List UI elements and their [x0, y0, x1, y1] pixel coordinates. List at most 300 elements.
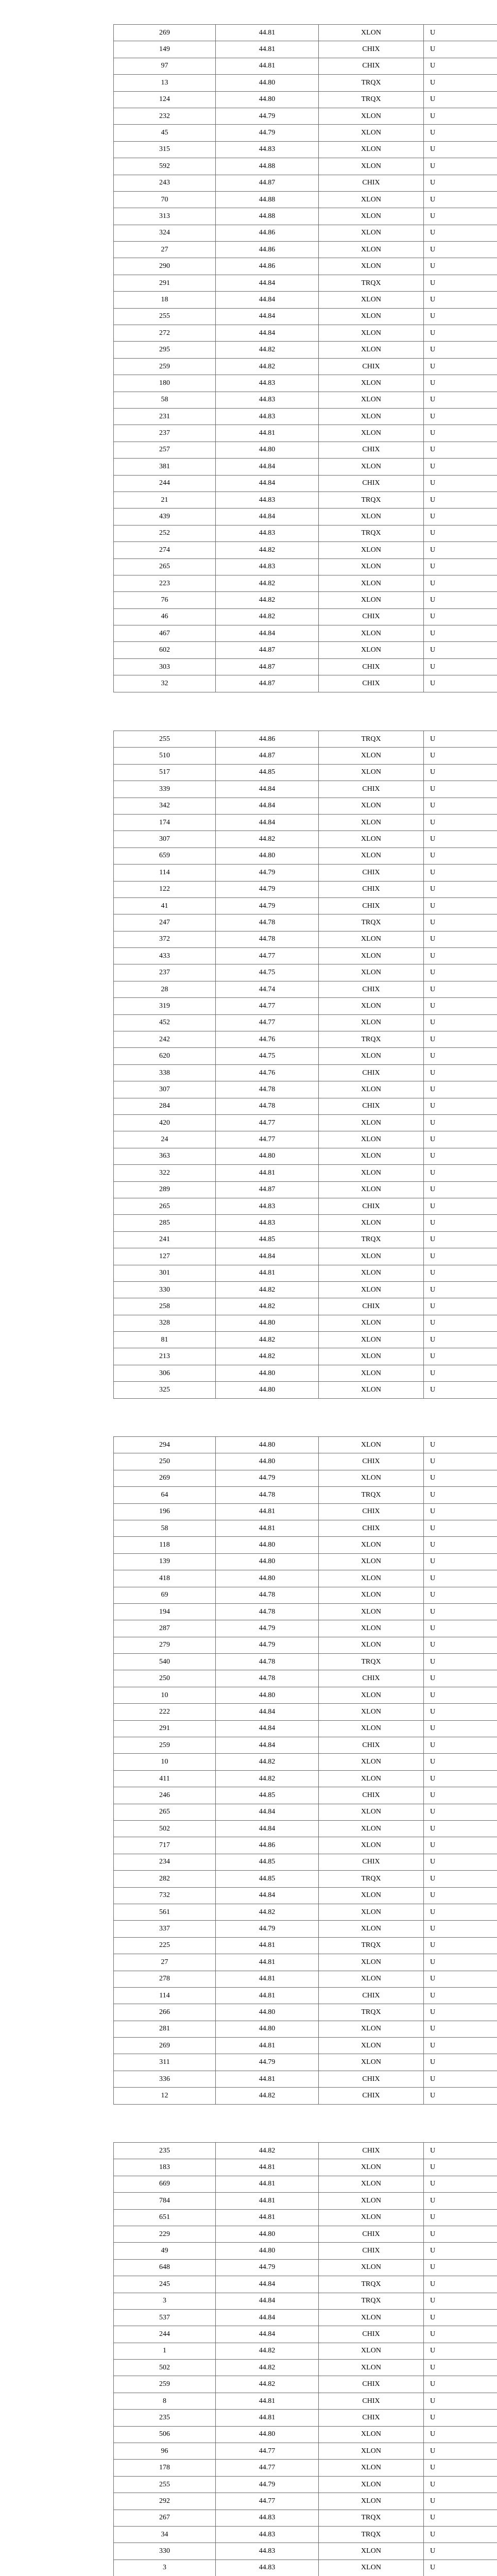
table-row — [114, 2510, 497, 2526]
quantity-cell: 21 — [114, 492, 216, 508]
quantity-cell: 602 — [114, 642, 216, 658]
table-row — [114, 358, 497, 375]
quantity-cell: 174 — [114, 814, 216, 831]
venue-cell: CHIX — [319, 1064, 424, 1081]
table-row — [114, 2159, 497, 2176]
quantity-cell: 122 — [114, 881, 216, 897]
quantity-cell: 319 — [114, 998, 216, 1014]
table-row — [114, 1014, 497, 1031]
venue-cell: CHIX — [319, 442, 424, 458]
quantity-cell: 311 — [114, 2054, 216, 2071]
table-row — [114, 881, 497, 897]
venue-cell: TRQX — [319, 2526, 424, 2543]
currency-cell: U — [424, 1014, 497, 1031]
table-row — [114, 125, 497, 141]
venue-cell: XLON — [319, 2476, 424, 2493]
table-row — [114, 831, 497, 848]
currency-cell: U — [424, 1365, 497, 1381]
price-cell: 44.80 — [216, 2004, 319, 2021]
price-cell: 44.84 — [216, 625, 319, 642]
price-cell: 44.83 — [216, 375, 319, 392]
venue-cell: CHIX — [319, 475, 424, 492]
currency-cell: U — [424, 1737, 497, 1754]
quantity-cell: 64 — [114, 1487, 216, 1503]
currency-cell: U — [424, 1587, 497, 1603]
venue-cell: XLON — [319, 141, 424, 158]
currency-cell: U — [424, 1298, 497, 1315]
venue-cell: XLON — [319, 1587, 424, 1603]
quantity-cell: 149 — [114, 41, 216, 58]
currency-cell: U — [424, 1165, 497, 1181]
price-cell: 44.83 — [216, 408, 319, 425]
quantity-cell: 420 — [114, 1114, 216, 1131]
venue-cell: XLON — [319, 1131, 424, 1148]
quantity-cell: 28 — [114, 981, 216, 997]
currency-cell: U — [424, 358, 497, 375]
quantity-cell: 339 — [114, 781, 216, 798]
price-cell: 44.82 — [216, 2360, 319, 2376]
venue-cell: XLON — [319, 108, 424, 124]
venue-cell: XLON — [319, 2193, 424, 2209]
table-row — [114, 225, 497, 241]
quantity-cell: 307 — [114, 831, 216, 848]
venue-cell: TRQX — [319, 1031, 424, 1048]
currency-cell: U — [424, 91, 497, 108]
currency-cell: U — [424, 2326, 497, 2343]
trades-table-4 — [113, 2142, 497, 2576]
venue-cell: XLON — [319, 1437, 424, 1453]
venue-cell: TRQX — [319, 1937, 424, 1954]
venue-cell: CHIX — [319, 1670, 424, 1687]
table-row — [114, 848, 497, 864]
quantity-cell: 237 — [114, 964, 216, 981]
currency-cell: U — [424, 175, 497, 191]
table-row — [114, 764, 497, 781]
quantity-cell: 411 — [114, 1770, 216, 1787]
venue-cell: XLON — [319, 558, 424, 575]
quantity-cell: 338 — [114, 1064, 216, 1081]
table-row — [114, 1453, 497, 1470]
table-row — [114, 442, 497, 458]
table-row — [114, 1281, 497, 1298]
venue-cell: XLON — [319, 1315, 424, 1331]
venue-cell: TRQX — [319, 275, 424, 291]
venue-cell: XLON — [319, 2360, 424, 2376]
table-row — [114, 1654, 497, 1670]
price-cell: 44.81 — [216, 2176, 319, 2192]
quantity-cell: 265 — [114, 1198, 216, 1214]
price-cell: 44.83 — [216, 492, 319, 508]
quantity-cell: 278 — [114, 1971, 216, 1987]
quantity-cell: 324 — [114, 225, 216, 241]
price-cell: 44.87 — [216, 675, 319, 692]
table-row — [114, 2038, 497, 2054]
venue-cell: XLON — [319, 1048, 424, 1064]
price-cell: 44.83 — [216, 1215, 319, 1231]
table-row — [114, 948, 497, 964]
quantity-cell: 114 — [114, 1987, 216, 2004]
quantity-cell: 272 — [114, 325, 216, 342]
price-cell: 44.80 — [216, 1148, 319, 1164]
table-row — [114, 897, 497, 914]
venue-cell: XLON — [319, 258, 424, 275]
venue-cell: XLON — [319, 342, 424, 358]
quantity-cell: 336 — [114, 2071, 216, 2087]
venue-cell: CHIX — [319, 1854, 424, 1870]
table-row — [114, 1537, 497, 1553]
table-row — [114, 141, 497, 158]
currency-cell: U — [424, 1887, 497, 1904]
table-row — [114, 1720, 497, 1737]
price-cell: 44.80 — [216, 442, 319, 458]
venue-cell: XLON — [319, 1248, 424, 1265]
quantity-cell: 418 — [114, 1570, 216, 1587]
table-row — [114, 1215, 497, 1231]
price-cell: 44.82 — [216, 608, 319, 625]
price-cell: 44.83 — [216, 2510, 319, 2526]
venue-cell: XLON — [319, 964, 424, 981]
table-row — [114, 1131, 497, 1148]
venue-cell: CHIX — [319, 1453, 424, 1470]
table-row — [114, 981, 497, 997]
venue-cell: XLON — [319, 1114, 424, 1131]
price-cell: 44.81 — [216, 1937, 319, 1954]
price-cell: 44.81 — [216, 2159, 319, 2176]
currency-cell: U — [424, 1670, 497, 1687]
price-cell: 44.79 — [216, 125, 319, 141]
currency-cell: U — [424, 75, 497, 91]
table-row — [114, 1820, 497, 1837]
table-row — [114, 2293, 497, 2309]
table-row — [114, 1620, 497, 1637]
venue-cell: CHIX — [319, 358, 424, 375]
currency-cell: U — [424, 1553, 497, 1570]
venue-cell: XLON — [319, 392, 424, 408]
quantity-cell: 81 — [114, 1332, 216, 1348]
table-row — [114, 914, 497, 931]
currency-cell: U — [424, 658, 497, 675]
quantity-cell: 32 — [114, 675, 216, 692]
table-row — [114, 2493, 497, 2510]
currency-cell: U — [424, 1537, 497, 1553]
currency-cell: U — [424, 2510, 497, 2526]
price-cell: 44.88 — [216, 158, 319, 175]
venue-cell: CHIX — [319, 2071, 424, 2087]
quantity-cell: 183 — [114, 2159, 216, 2176]
venue-cell: XLON — [319, 2259, 424, 2276]
price-cell: 44.78 — [216, 1098, 319, 1114]
currency-cell: U — [424, 342, 497, 358]
currency-cell: U — [424, 442, 497, 458]
price-cell: 44.82 — [216, 342, 319, 358]
currency-cell: U — [424, 964, 497, 981]
table-row — [114, 1637, 497, 1653]
currency-cell: U — [424, 981, 497, 997]
venue-cell: TRQX — [319, 1231, 424, 1248]
quantity-cell: 732 — [114, 1887, 216, 1904]
quantity-cell: 244 — [114, 2326, 216, 2343]
venue-cell: XLON — [319, 208, 424, 225]
venue-cell: XLON — [319, 1332, 424, 1348]
table-row — [114, 1332, 497, 1348]
venue-cell: CHIX — [319, 2393, 424, 2409]
price-cell: 44.81 — [216, 425, 319, 442]
venue-cell: CHIX — [319, 608, 424, 625]
price-cell: 44.80 — [216, 2226, 319, 2242]
currency-cell: U — [424, 1081, 497, 1098]
table-row — [114, 1165, 497, 1181]
table-row — [114, 748, 497, 764]
table-row — [114, 1737, 497, 1754]
currency-cell: U — [424, 914, 497, 931]
currency-cell: U — [424, 1954, 497, 1971]
quantity-cell: 114 — [114, 865, 216, 881]
table-row — [114, 2243, 497, 2259]
price-cell: 44.80 — [216, 1570, 319, 1587]
table-row — [114, 964, 497, 981]
table-row — [114, 1687, 497, 1703]
venue-cell: XLON — [319, 2021, 424, 2037]
table-row — [114, 275, 497, 291]
currency-cell: U — [424, 108, 497, 124]
quantity-cell: 592 — [114, 158, 216, 175]
currency-cell: U — [424, 1181, 497, 1198]
currency-cell: U — [424, 865, 497, 881]
price-cell: 44.82 — [216, 542, 319, 558]
table-row — [114, 1298, 497, 1315]
price-cell: 44.86 — [216, 225, 319, 241]
quantity-cell: 330 — [114, 1281, 216, 1298]
price-cell: 44.81 — [216, 2393, 319, 2409]
venue-cell: CHIX — [319, 2226, 424, 2242]
quantity-cell: 242 — [114, 1031, 216, 1048]
venue-cell: XLON — [319, 408, 424, 425]
quantity-cell: 258 — [114, 1298, 216, 1315]
table-row — [114, 1754, 497, 1770]
currency-cell: U — [424, 1148, 497, 1164]
price-cell: 44.81 — [216, 2209, 319, 2226]
quantity-cell: 180 — [114, 375, 216, 392]
currency-cell: U — [424, 1921, 497, 1937]
quantity-cell: 241 — [114, 1231, 216, 1248]
venue-cell: CHIX — [319, 2143, 424, 2159]
venue-cell: CHIX — [319, 2376, 424, 2393]
table-row — [114, 2209, 497, 2226]
price-cell: 44.80 — [216, 848, 319, 864]
quantity-cell: 41 — [114, 897, 216, 914]
currency-cell: U — [424, 1332, 497, 1348]
price-cell: 44.74 — [216, 981, 319, 997]
price-cell: 44.84 — [216, 509, 319, 525]
venue-cell: XLON — [319, 2493, 424, 2510]
quantity-cell: 285 — [114, 1215, 216, 1231]
currency-cell: U — [424, 1114, 497, 1131]
price-cell: 44.79 — [216, 2054, 319, 2071]
price-cell: 44.79 — [216, 2259, 319, 2276]
currency-cell: U — [424, 275, 497, 291]
quantity-cell: 244 — [114, 475, 216, 492]
venue-cell: XLON — [319, 1971, 424, 1987]
currency-cell: U — [424, 675, 497, 692]
venue-cell: XLON — [319, 1537, 424, 1553]
venue-cell: XLON — [319, 1014, 424, 1031]
table-row — [114, 2376, 497, 2393]
quantity-cell: 284 — [114, 1098, 216, 1114]
venue-cell: XLON — [319, 2460, 424, 2476]
table-row — [114, 25, 497, 41]
currency-cell: U — [424, 208, 497, 225]
quantity-cell: 267 — [114, 2510, 216, 2526]
currency-cell: U — [424, 2410, 497, 2426]
venue-cell: XLON — [319, 2543, 424, 2560]
venue-cell: TRQX — [319, 2510, 424, 2526]
quantity-cell: 223 — [114, 575, 216, 591]
price-cell: 44.83 — [216, 392, 319, 408]
price-cell: 44.83 — [216, 2543, 319, 2560]
table-row — [114, 1114, 497, 1131]
price-cell: 44.79 — [216, 1620, 319, 1637]
price-cell: 44.79 — [216, 1637, 319, 1653]
price-cell: 44.78 — [216, 1670, 319, 1687]
currency-cell: U — [424, 2276, 497, 2293]
table-row — [114, 1098, 497, 1114]
trades-table-3 — [113, 1436, 497, 2105]
table-row — [114, 642, 497, 658]
price-cell: 44.87 — [216, 1181, 319, 1198]
currency-cell: U — [424, 2443, 497, 2460]
currency-cell: U — [424, 831, 497, 848]
table-row — [114, 108, 497, 124]
quantity-cell: 510 — [114, 748, 216, 764]
quantity-cell: 290 — [114, 258, 216, 275]
currency-cell: U — [424, 2159, 497, 2176]
currency-cell: U — [424, 2343, 497, 2359]
venue-cell: XLON — [319, 1620, 424, 1637]
table-row — [114, 2276, 497, 2293]
table-row — [114, 1437, 497, 1453]
price-cell: 44.79 — [216, 1921, 319, 1937]
table-row — [114, 75, 497, 91]
price-cell: 44.81 — [216, 1520, 319, 1536]
quantity-cell: 291 — [114, 275, 216, 291]
table-row — [114, 931, 497, 947]
price-cell: 44.86 — [216, 1837, 319, 1854]
price-cell: 44.82 — [216, 2343, 319, 2359]
quantity-cell: 229 — [114, 2226, 216, 2242]
venue-cell: XLON — [319, 225, 424, 241]
venue-cell: CHIX — [319, 1198, 424, 1214]
price-cell: 44.75 — [216, 1048, 319, 1064]
table-row — [114, 91, 497, 108]
quantity-cell: 127 — [114, 1248, 216, 1265]
price-cell: 44.83 — [216, 141, 319, 158]
currency-cell: U — [424, 58, 497, 74]
price-cell: 44.80 — [216, 91, 319, 108]
quantity-cell: 69 — [114, 1587, 216, 1603]
table-row — [114, 814, 497, 831]
venue-cell: XLON — [319, 459, 424, 475]
price-cell: 44.80 — [216, 1687, 319, 1703]
currency-cell: U — [424, 814, 497, 831]
table-row — [114, 1704, 497, 1720]
venue-cell: CHIX — [319, 2088, 424, 2104]
quantity-cell: 291 — [114, 1720, 216, 1737]
table-row — [114, 1198, 497, 1214]
table-row — [114, 292, 497, 308]
venue-cell: TRQX — [319, 1654, 424, 1670]
venue-cell: XLON — [319, 625, 424, 642]
table-row — [114, 592, 497, 608]
currency-cell: U — [424, 2209, 497, 2226]
price-cell: 44.81 — [216, 2038, 319, 2054]
currency-cell: U — [424, 1570, 497, 1587]
price-cell: 44.77 — [216, 1131, 319, 1148]
venue-cell: TRQX — [319, 492, 424, 508]
quantity-cell: 255 — [114, 731, 216, 748]
price-cell: 44.84 — [216, 292, 319, 308]
table-row — [114, 1231, 497, 1248]
price-cell: 44.85 — [216, 764, 319, 781]
currency-cell: U — [424, 292, 497, 308]
price-cell: 44.77 — [216, 2443, 319, 2460]
venue-cell: XLON — [319, 2426, 424, 2443]
currency-cell: U — [424, 2243, 497, 2259]
currency-cell: U — [424, 1654, 497, 1670]
price-cell: 44.80 — [216, 2426, 319, 2443]
table-row — [114, 1553, 497, 1570]
venue-cell: XLON — [319, 1148, 424, 1164]
venue-cell: XLON — [319, 1181, 424, 1198]
table-row — [114, 459, 497, 475]
table-row — [114, 342, 497, 358]
table-row — [114, 2176, 497, 2192]
table-row — [114, 509, 497, 525]
quantity-cell: 257 — [114, 442, 216, 458]
table-row — [114, 1048, 497, 1064]
quantity-cell: 502 — [114, 1820, 216, 1837]
currency-cell: U — [424, 2309, 497, 2326]
table-row — [114, 2021, 497, 2037]
venue-cell: CHIX — [319, 881, 424, 897]
currency-cell: U — [424, 1937, 497, 1954]
currency-cell: U — [424, 2376, 497, 2393]
currency-cell: U — [424, 41, 497, 58]
table-row — [114, 998, 497, 1014]
table-row — [114, 425, 497, 442]
quantity-cell: 76 — [114, 592, 216, 608]
price-cell: 44.85 — [216, 1787, 319, 1804]
table-row — [114, 1837, 497, 1854]
quantity-cell: 322 — [114, 1165, 216, 1181]
currency-cell: U — [424, 2021, 497, 2037]
quantity-cell: 313 — [114, 208, 216, 225]
quantity-cell: 3 — [114, 2560, 216, 2576]
venue-cell: XLON — [319, 998, 424, 1014]
table-row — [114, 408, 497, 425]
currency-cell: U — [424, 2426, 497, 2443]
currency-cell: U — [424, 2088, 497, 2104]
table-row — [114, 2309, 497, 2326]
quantity-cell: 269 — [114, 25, 216, 41]
quantity-cell: 194 — [114, 1603, 216, 1620]
quantity-cell: 502 — [114, 2360, 216, 2376]
quantity-cell: 269 — [114, 2038, 216, 2054]
quantity-cell: 255 — [114, 308, 216, 325]
price-cell: 44.84 — [216, 459, 319, 475]
table-row — [114, 2054, 497, 2071]
price-cell: 44.88 — [216, 191, 319, 208]
quantity-cell: 307 — [114, 1081, 216, 1098]
